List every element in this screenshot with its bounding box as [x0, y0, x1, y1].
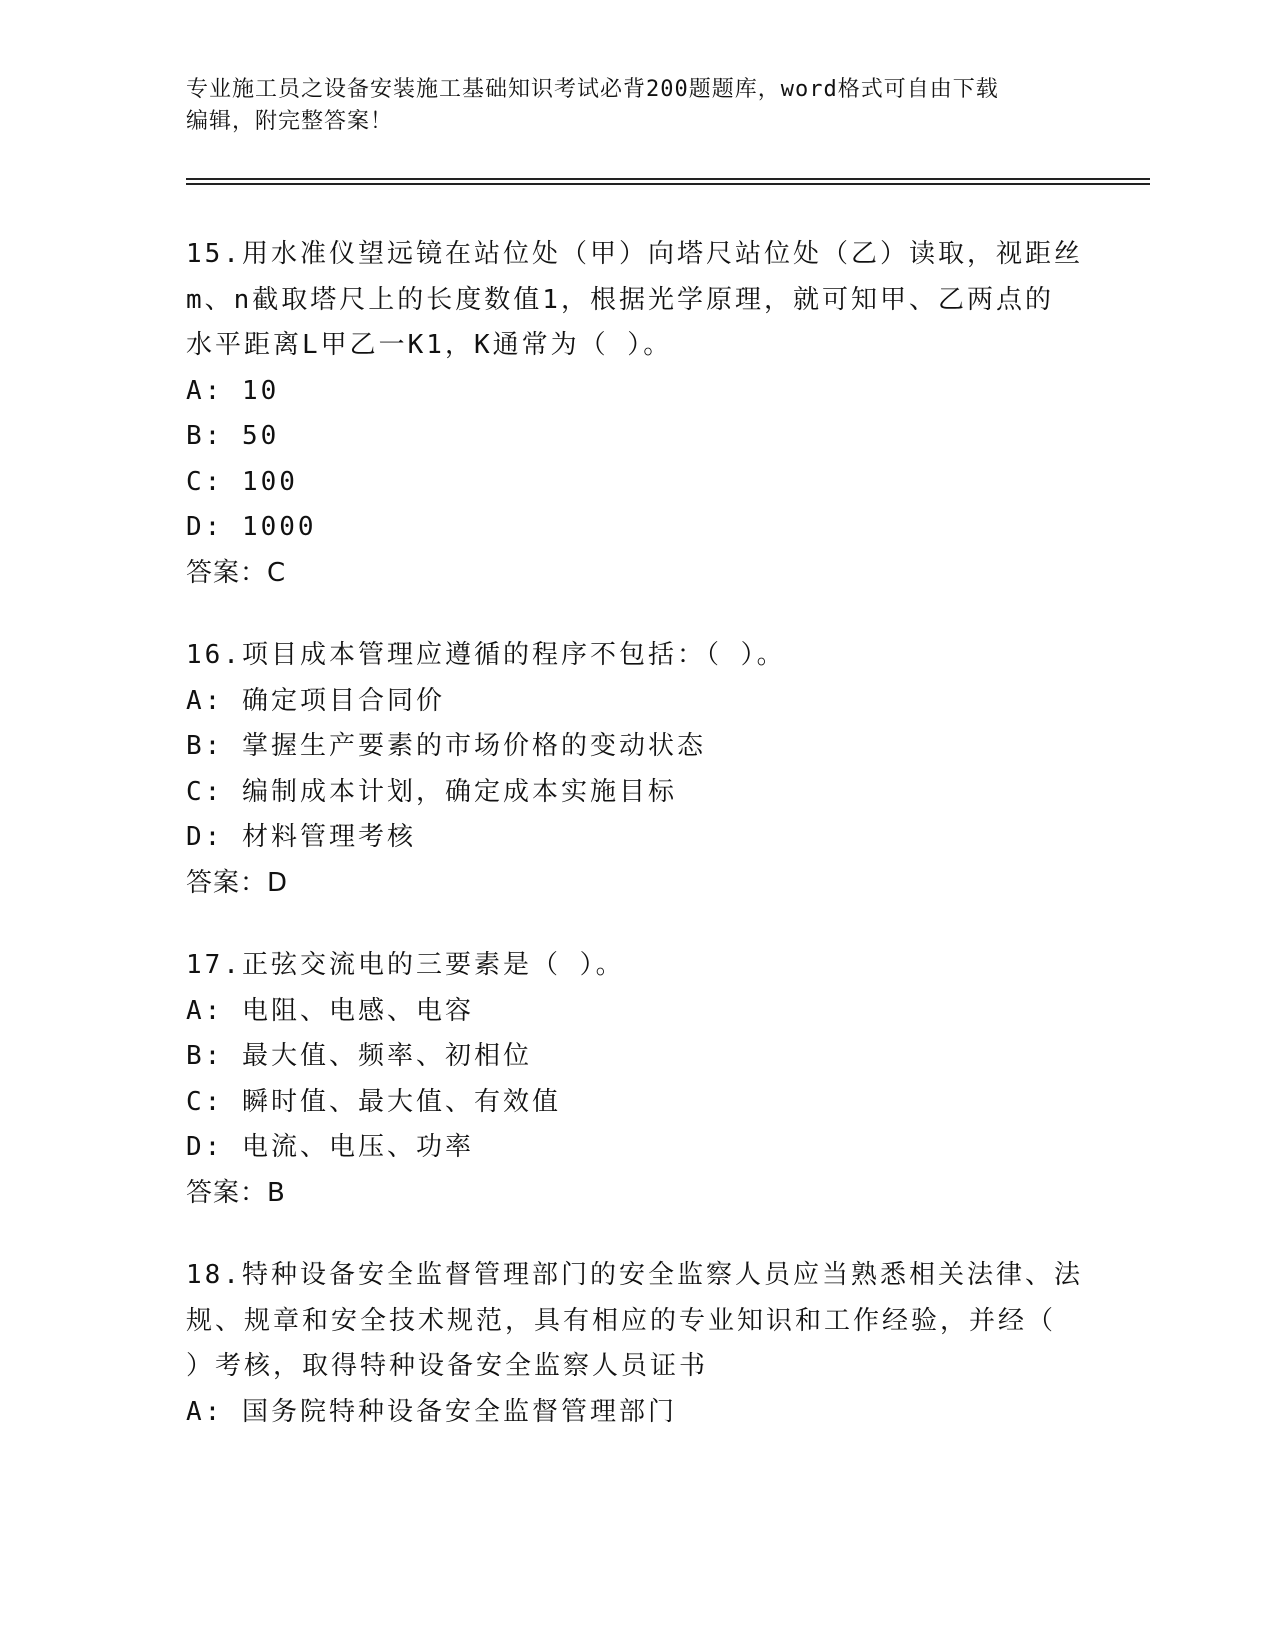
option-b: B: 掌握生产要素的市场价格的变动状态 — [186, 731, 706, 761]
header-line-2: 编辑，附完整答案！ — [186, 109, 394, 134]
option-a: A: 10 — [186, 375, 280, 406]
option-c: C: 瞬时值、最大值、有效值 — [186, 1086, 561, 1117]
option-b: B: 50 — [186, 421, 280, 451]
question-stem-line: 16.项目成本管理应遵循的程序不包括：（ ）。 — [186, 640, 786, 670]
option-b: B: 最大值、频率、初相位 — [186, 1041, 532, 1071]
document-header — [186, 74, 1086, 138]
header-divider-secondary — [186, 183, 1150, 185]
option-c: C: 编制成本计划，确定成本实施目标 — [186, 776, 677, 807]
question-stem-line: m、n截取塔尺上的长度数值1，根据光学原理，就可知甲、乙两点的 — [186, 284, 1054, 315]
option-a: A: 确定项目合同价 — [186, 685, 445, 716]
option-d: D: 电流、电压、功率 — [186, 1132, 474, 1162]
question-18 — [186, 1253, 1086, 1435]
question-16 — [186, 633, 1086, 906]
option-d: D: 材料管理考核 — [186, 822, 416, 852]
answer: 答案：D — [186, 867, 289, 898]
answer: 答案：B — [186, 1177, 286, 1208]
option-c: C: 100 — [186, 466, 298, 497]
question-stem-line: 18.特种设备安全监督管理部门的安全监察人员应当熟悉相关法律、法 — [186, 1260, 1083, 1290]
option-a: A: 国务院特种设备安全监督管理部门 — [186, 1396, 677, 1427]
header-line-1: 专业施工员之设备安装施工基础知识考试必背200题题库，word格式可自由下载 — [186, 77, 999, 102]
question-stem-line: 17.正弦交流电的三要素是（ ）。 — [186, 950, 625, 980]
question-stem-line: 水平距离L甲乙一K1，K通常为（ ）。 — [186, 330, 673, 360]
question-17 — [186, 943, 1086, 1216]
question-stem-line: ）考核，取得特种设备安全监察人员证书 — [186, 1351, 709, 1381]
question-15 — [186, 232, 1086, 596]
answer: 答案：C — [186, 557, 287, 588]
option-d: D: 1000 — [186, 512, 317, 542]
question-list — [186, 232, 1086, 1472]
question-stem-line: 15.用水准仪望远镜在站位处（甲）向塔尺站位处（乙）读取，视距丝 — [186, 239, 1083, 269]
question-stem-line: 规、规章和安全技术规范，具有相应的专业知识和工作经验，并经（ — [186, 1305, 1057, 1336]
header-divider — [186, 178, 1150, 180]
option-a: A: 电阻、电感、电容 — [186, 995, 474, 1026]
